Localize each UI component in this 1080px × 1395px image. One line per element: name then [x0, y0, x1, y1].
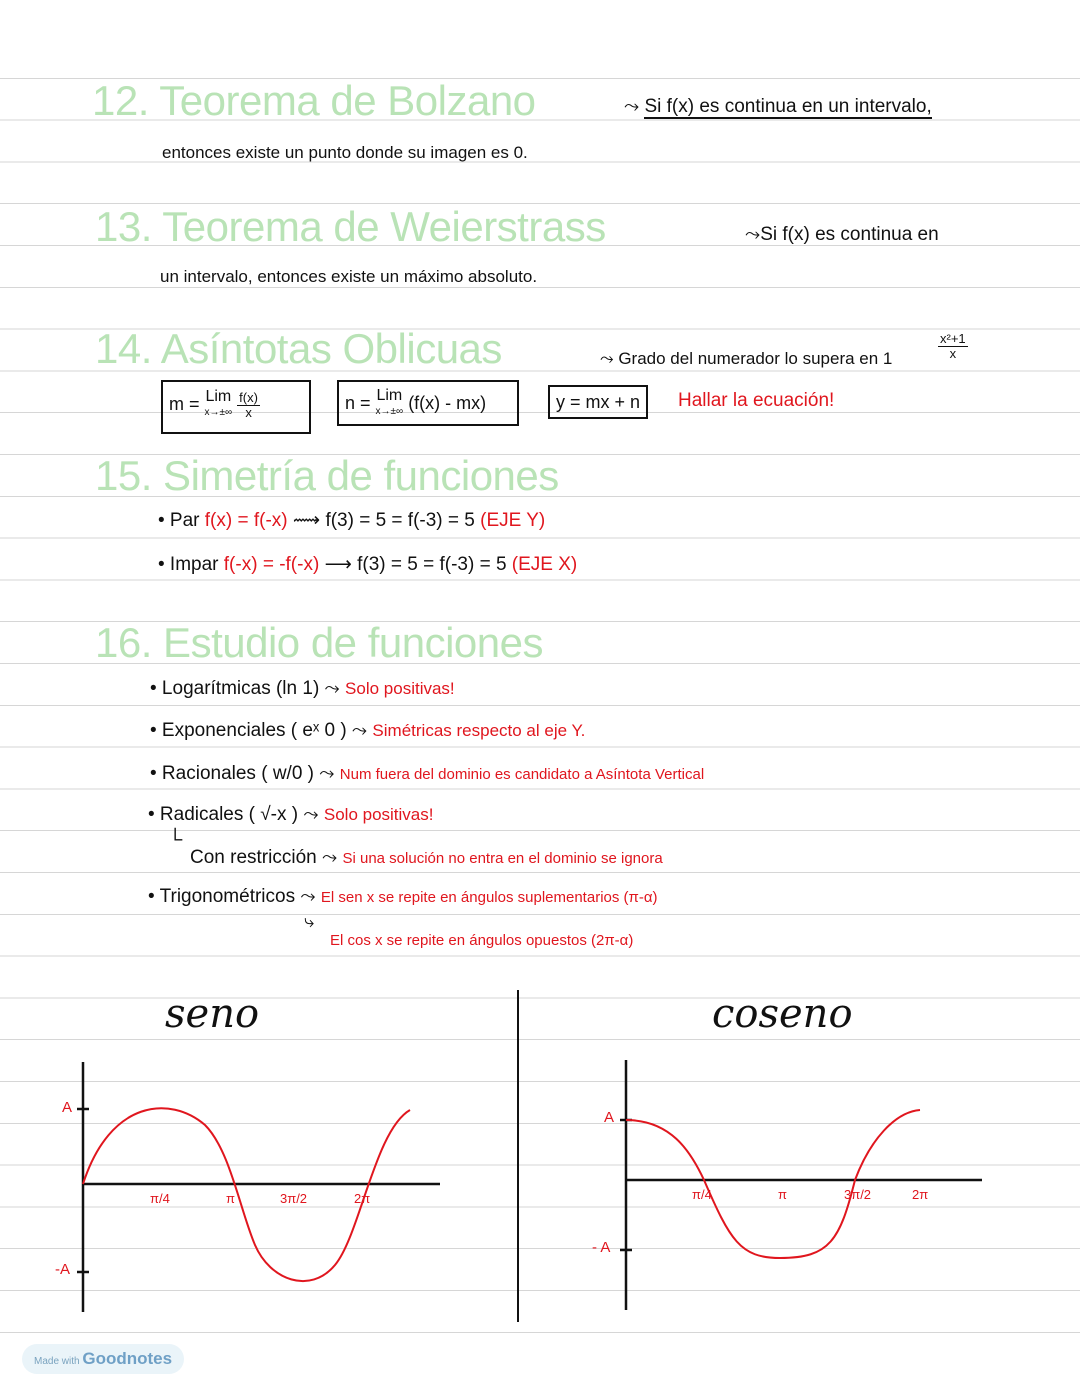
y-formula-box: y = mx + n	[548, 385, 648, 419]
item-note: Solo positivas!	[323, 805, 434, 824]
hallar-note: Hallar la ecuación!	[678, 390, 835, 411]
section-12-title: 12. Teorema de Bolzano	[92, 77, 536, 124]
seno-A-label: A	[62, 1099, 73, 1116]
item-label: • Exponenciales ( eˣ 0 )	[150, 720, 347, 741]
m-prefix: m =	[169, 394, 200, 414]
n-lim: Lim	[376, 387, 403, 405]
item-note: Solo positivas!	[345, 679, 455, 698]
item-note: Num fuera del dominio es candidato a Asíntota Vertical	[339, 766, 705, 783]
item-trigonometricos: • Trigonométricos ⤳ El sen x se repite en ángulos suplementarios (π-α)	[148, 886, 658, 907]
impar-row: • Impar f(-x) = -f(-x) ⟶ f(3) = 5 = f(-3) = 5 (EJE X)	[158, 554, 578, 575]
coseno-A-label: A	[604, 1109, 615, 1126]
seno-negA-label: -A	[55, 1261, 70, 1278]
asintotas-text: ⤳ Grado del numerador lo supera en 1	[600, 349, 893, 368]
coseno-tick: 2π	[912, 1187, 929, 1202]
coseno-axes	[620, 1060, 982, 1310]
brand-name: Goodnotes	[82, 1349, 173, 1368]
item-cos-note: El cos x se repite en ángulos opuestos (2π-α)	[330, 932, 634, 949]
branch-arrow-icon: ⤷	[304, 911, 315, 931]
seno-tick: π	[226, 1191, 235, 1206]
impar-label: • Impar	[158, 554, 219, 575]
weierstrass-text-2: un intervalo, entonces existe un máximo absoluto.	[160, 267, 538, 286]
impar-def: f(-x) = -f(-x)	[223, 554, 320, 575]
section-15-title: 15. Simetría de funciones	[95, 452, 559, 499]
weierstrass-text-1: ⤳Si f(x) es continua en	[745, 224, 939, 245]
example-num: x²+1	[940, 331, 966, 346]
item-label: • Radicales ( √-x )	[148, 804, 299, 825]
m-num: f(x)	[239, 389, 258, 405]
coseno-negA-label: - A	[592, 1239, 611, 1256]
coseno-tick: π	[778, 1187, 787, 1202]
seno-tick: π/4	[150, 1191, 170, 1206]
par-axis: (EJE Y)	[480, 510, 546, 531]
par-example: f(3) = 5 = f(-3) = 5	[325, 510, 475, 531]
goodnotes-badge[interactable]	[22, 1344, 184, 1374]
section-14-title: 14. Asíntotas Oblicuas	[95, 325, 502, 372]
item-logaritmicas: • Logarítmicas (ln 1) ⤳ Solo positivas!	[150, 678, 455, 699]
section-13-title: 13. Teorema de Weierstrass	[95, 203, 606, 250]
impar-example: f(3) = 5 = f(-3) = 5	[357, 554, 507, 575]
par-label: • Par	[158, 510, 200, 531]
coseno-tick: 3π/2	[844, 1187, 872, 1202]
bolzano-text-1: ⤳ Si f(x) es continua en un intervalo,	[624, 96, 932, 117]
item-note: Simétricas respecto al eje Y.	[372, 721, 586, 740]
coseno-curve	[626, 1110, 920, 1258]
bolzano-statement: Si f(x) es continua en un intervalo,	[644, 96, 932, 117]
m-den: x	[245, 404, 252, 420]
coseno-tick: π/4	[692, 1187, 712, 1202]
par-def: f(x) = f(-x)	[204, 510, 288, 531]
item-exponenciales: • Exponenciales ( eˣ 0 ) ⤳ Simétricas respecto al eje Y.	[150, 720, 586, 741]
item-label: Con restricción	[190, 847, 317, 868]
m-sub: x→±∞	[204, 407, 233, 419]
weierstrass-statement: Si f(x) es continua en	[760, 224, 939, 245]
n-expr: (f(x) - mx)	[408, 393, 487, 413]
impar-axis: (EJE X)	[511, 554, 578, 575]
bolzano-text-2: entonces existe un punto donde su imagen es 0.	[162, 143, 528, 162]
seno-title: seno	[165, 991, 260, 1037]
item-label: • Trigonométricos	[148, 886, 296, 907]
par-row: • Par f(x) = f(-x) ⟿ f(3) = 5 = f(-3) = 5 (EJE Y)	[158, 510, 546, 531]
item-radicales: • Radicales ( √-x ) ⤳ Solo positivas!	[148, 804, 434, 825]
branch-icon: └	[168, 829, 183, 851]
item-label: • Racionales ( w/0 )	[150, 763, 314, 784]
seno-tick: 2π	[354, 1191, 371, 1206]
section-16-title: 16. Estudio de funciones	[95, 619, 543, 666]
item-note: El sen x se repite en ángulos suplementarios (π-α)	[320, 889, 658, 906]
item-label: • Logarítmicas (ln 1)	[150, 678, 320, 699]
n-prefix: n =	[345, 393, 371, 413]
example-den: x	[949, 346, 957, 361]
m-lim: Lim	[205, 388, 232, 406]
coseno-title: coseno	[712, 991, 853, 1037]
seno-tick: 3π/2	[280, 1191, 308, 1206]
item-restriccion: Con restricción ⤳ Si una solución no entra en el dominio se ignora	[190, 847, 663, 868]
item-racionales: • Racionales ( w/0 ) ⤳ Num fuera del dominio es candidato a Asíntota Vertical	[150, 763, 705, 784]
item-note: Si una solución no entra en el dominio se ignora	[342, 850, 663, 867]
asintotas-statement: Grado del numerador lo supera en 1	[618, 349, 893, 368]
n-sub: x→±∞	[375, 406, 404, 418]
seno-axes	[77, 1062, 440, 1312]
made-with-text: Made with	[34, 1356, 80, 1367]
